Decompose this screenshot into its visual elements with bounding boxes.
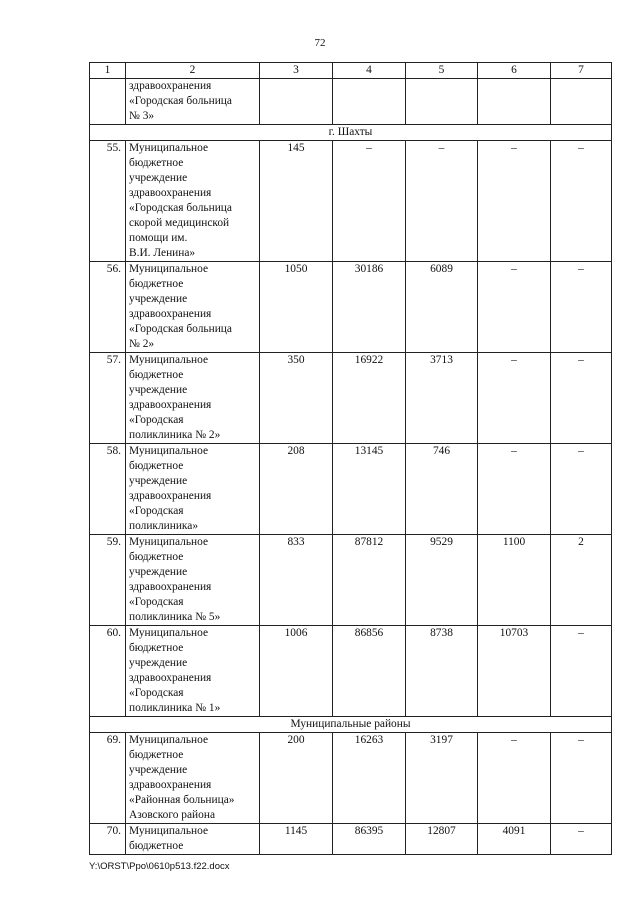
cell-col7: – bbox=[551, 733, 612, 824]
cell-col4: 13145 bbox=[333, 444, 406, 535]
cell-col7: 2 bbox=[551, 535, 612, 626]
section-row bbox=[90, 717, 612, 733]
cell-col7: – bbox=[551, 353, 612, 444]
cell-institution: Муниципальное бюджетное учреждение здравоохранения «Районная больница» Азовского района bbox=[126, 733, 260, 824]
cell-col3: 145 bbox=[260, 141, 333, 262]
cell-col3: 200 bbox=[260, 733, 333, 824]
cell-col3: 833 bbox=[260, 535, 333, 626]
page-number: 72 bbox=[314, 37, 326, 49]
cell-col3: 208 bbox=[260, 444, 333, 535]
cell-num: 55. bbox=[90, 141, 126, 262]
column-header-3: 3 bbox=[260, 63, 333, 79]
column-header-1: 1 bbox=[90, 63, 126, 79]
cell-col6: – bbox=[478, 733, 551, 824]
section-row bbox=[90, 125, 612, 141]
cell-col4: 16263 bbox=[333, 733, 406, 824]
cell-col4: 16922 bbox=[333, 353, 406, 444]
table-row bbox=[90, 535, 612, 626]
cell-col4: 87812 bbox=[333, 535, 406, 626]
cell-col7: – bbox=[551, 262, 612, 353]
cell-institution: Муниципальное бюджетное учреждение здравоохранения «Городская поликлиника № 5» bbox=[126, 535, 260, 626]
cell-institution: Муниципальное бюджетное учреждение здравоохранения «Городская больница № 2» bbox=[126, 262, 260, 353]
header-row bbox=[90, 63, 612, 79]
cell-institution: Муниципальное бюджетное учреждение здравоохранения «Городская поликлиника № 1» bbox=[126, 626, 260, 717]
cell-col7: – bbox=[551, 824, 612, 855]
cell-col7: – bbox=[551, 444, 612, 535]
cell-col4: 30186 bbox=[333, 262, 406, 353]
cell-col5: – bbox=[406, 141, 478, 262]
cell-institution: здравоохранения «Городская больница № 3» bbox=[126, 79, 260, 125]
file-path-footer: Y:\ORST\Ppo\0610p513.f22.docx bbox=[89, 861, 230, 872]
table-row bbox=[90, 141, 612, 262]
cell-col3: 1006 bbox=[260, 626, 333, 717]
cell-institution: Муниципальное бюджетное учреждение здравоохранения «Городская больница скорой медицинской помощи им. В.И. Ленина» bbox=[126, 141, 260, 262]
column-header-2: 2 bbox=[126, 63, 260, 79]
cell-col6: 1100 bbox=[478, 535, 551, 626]
cell-col7: – bbox=[551, 626, 612, 717]
cell-col6: – bbox=[478, 262, 551, 353]
table-row bbox=[90, 824, 612, 855]
cell-num: 58. bbox=[90, 444, 126, 535]
cell-col5: 9529 bbox=[406, 535, 478, 626]
cell-col3: 1050 bbox=[260, 262, 333, 353]
cell-num: 57. bbox=[90, 353, 126, 444]
cell-col4: 86856 bbox=[333, 626, 406, 717]
column-header-5: 5 bbox=[406, 63, 478, 79]
cell-col6: – bbox=[478, 353, 551, 444]
table-row bbox=[90, 733, 612, 824]
table-row bbox=[90, 262, 612, 353]
cell-num bbox=[90, 79, 126, 125]
cell-num: 70. bbox=[90, 824, 126, 855]
cell-institution: Муниципальное бюджетное учреждение здравоохранения «Городская поликлиника» bbox=[126, 444, 260, 535]
column-header-6: 6 bbox=[478, 63, 551, 79]
cell-num: 69. bbox=[90, 733, 126, 824]
cell-col6: 4091 bbox=[478, 824, 551, 855]
cell-col5: 8738 bbox=[406, 626, 478, 717]
cell-col5: 12807 bbox=[406, 824, 478, 855]
column-header-4: 4 bbox=[333, 63, 406, 79]
continuation-row bbox=[90, 79, 612, 125]
cell-col6: – bbox=[478, 444, 551, 535]
cell-col5: 3197 bbox=[406, 733, 478, 824]
cell-num: 60. bbox=[90, 626, 126, 717]
column-header-7: 7 bbox=[551, 63, 612, 79]
table-row bbox=[90, 444, 612, 535]
cell-col3: 350 bbox=[260, 353, 333, 444]
cell-col3: 1145 bbox=[260, 824, 333, 855]
cell-institution: Муниципальное бюджетное учреждение здравоохранения «Городская поликлиника № 2» bbox=[126, 353, 260, 444]
cell-col5: 6089 bbox=[406, 262, 478, 353]
cell-num: 56. bbox=[90, 262, 126, 353]
table-row bbox=[90, 353, 612, 444]
cell-col6: – bbox=[478, 141, 551, 262]
cell-col5: 3713 bbox=[406, 353, 478, 444]
cell-col5: 746 bbox=[406, 444, 478, 535]
cell-institution: Муниципальное бюджетное bbox=[126, 824, 260, 855]
section-title: г. Шахты bbox=[90, 125, 612, 141]
cell-col4: 86395 bbox=[333, 824, 406, 855]
table-row bbox=[90, 626, 612, 717]
cell-num: 59. bbox=[90, 535, 126, 626]
cell-col4: – bbox=[333, 141, 406, 262]
section-title: Муниципальные районы bbox=[90, 717, 612, 733]
cell-col6: 10703 bbox=[478, 626, 551, 717]
data-table bbox=[89, 62, 612, 855]
cell-col7: – bbox=[551, 141, 612, 262]
